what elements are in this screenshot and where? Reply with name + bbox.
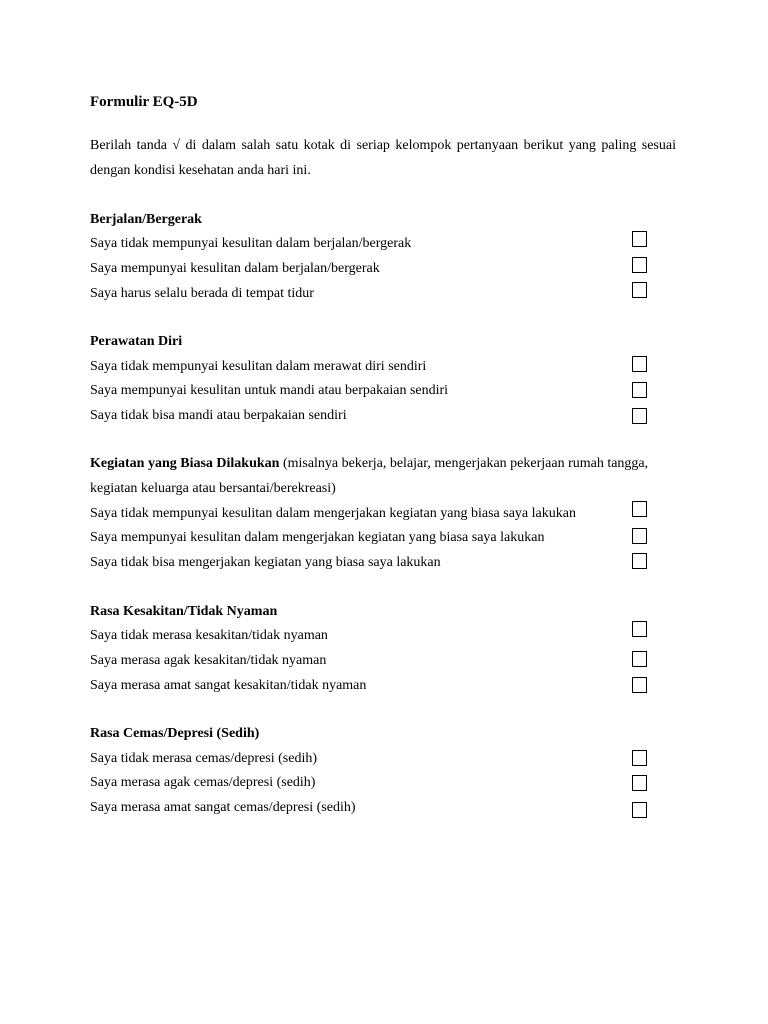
self-care-option-1-checkbox[interactable] <box>632 356 647 372</box>
anxiety-option-2-checkbox[interactable] <box>632 775 647 791</box>
option-label: Saya merasa amat sangat cemas/depresi (sedih) <box>90 800 356 815</box>
activities-option-1-checkbox[interactable] <box>632 501 647 517</box>
pain-option-2-checkbox[interactable] <box>632 651 647 667</box>
option-label: Saya tidak bisa mengerjakan kegiatan yang biasa saya lakukan <box>90 555 441 570</box>
option-label: Saya merasa agak cemas/depresi (sedih) <box>90 775 316 790</box>
section-heading-title: Kegiatan yang Biasa Dilakukan <box>90 456 280 471</box>
section-heading-mobility: Berjalan/Bergerak <box>90 212 202 227</box>
self-care-option-3-checkbox[interactable] <box>632 408 647 424</box>
option-label: Saya tidak bisa mandi atau berpakaian sendiri <box>90 408 347 423</box>
mobility-option-3-checkbox[interactable] <box>632 282 647 298</box>
option-label: Saya tidak mempunyai kesulitan dalam berjalan/bergerak <box>90 236 412 251</box>
option-label: Saya tidak merasa cemas/depresi (sedih) <box>90 751 318 766</box>
form-instruction: Berilah tanda √ di dalam salah satu kotak di seriap kelompok pertanyaan berikut yang paling sesuai dengan kondisi kesehatan anda hari ini. <box>90 138 676 178</box>
option-label: Saya mempunyai kesulitan dalam berjalan/bergerak <box>90 261 380 276</box>
anxiety-option-1-checkbox[interactable] <box>632 750 647 766</box>
option-label: Saya mempunyai kesulitan untuk mandi atau berpakaian sendiri <box>90 383 449 398</box>
activities-option-2-checkbox[interactable] <box>632 528 647 544</box>
mobility-option-2-checkbox[interactable] <box>632 257 647 273</box>
pain-option-1-checkbox[interactable] <box>632 621 647 637</box>
option-label: Saya harus selalu berada di tempat tidur <box>90 286 314 301</box>
option-label: Saya merasa amat sangat kesakitan/tidak nyaman <box>90 678 367 693</box>
option-label: Saya tidak mempunyai kesulitan dalam mengerjakan kegiatan yang biasa saya lakukan <box>90 506 576 521</box>
activities-option-3-checkbox[interactable] <box>632 553 647 569</box>
option-label: Saya mempunyai kesulitan dalam mengerjakan kegiatan yang biasa saya lakukan <box>90 530 545 545</box>
section-heading-note: (misalnya bekerja, belajar, mengerjakan pekerjaan rumah tangga, kegiatan keluarga atau bersantai/berekreasi) <box>90 456 649 496</box>
self-care-option-2-checkbox[interactable] <box>632 382 647 398</box>
section-heading-usual-activities <box>90 451 676 501</box>
section-heading-self-care: Perawatan Diri <box>90 334 183 349</box>
form-title: Formulir EQ-5D <box>90 94 198 110</box>
option-label: Saya merasa agak kesakitan/tidak nyaman <box>90 653 327 668</box>
pain-option-3-checkbox[interactable] <box>632 677 647 693</box>
option-label: Saya tidak mempunyai kesulitan dalam merawat diri sendiri <box>90 359 427 374</box>
option-label: Saya tidak merasa kesakitan/tidak nyaman <box>90 628 328 643</box>
section-heading-anxiety: Rasa Cemas/Depresi (Sedih) <box>90 726 260 741</box>
section-heading-pain: Rasa Kesakitan/Tidak Nyaman <box>90 604 278 619</box>
anxiety-option-3-checkbox[interactable] <box>632 802 647 818</box>
mobility-option-1-checkbox[interactable] <box>632 231 647 247</box>
